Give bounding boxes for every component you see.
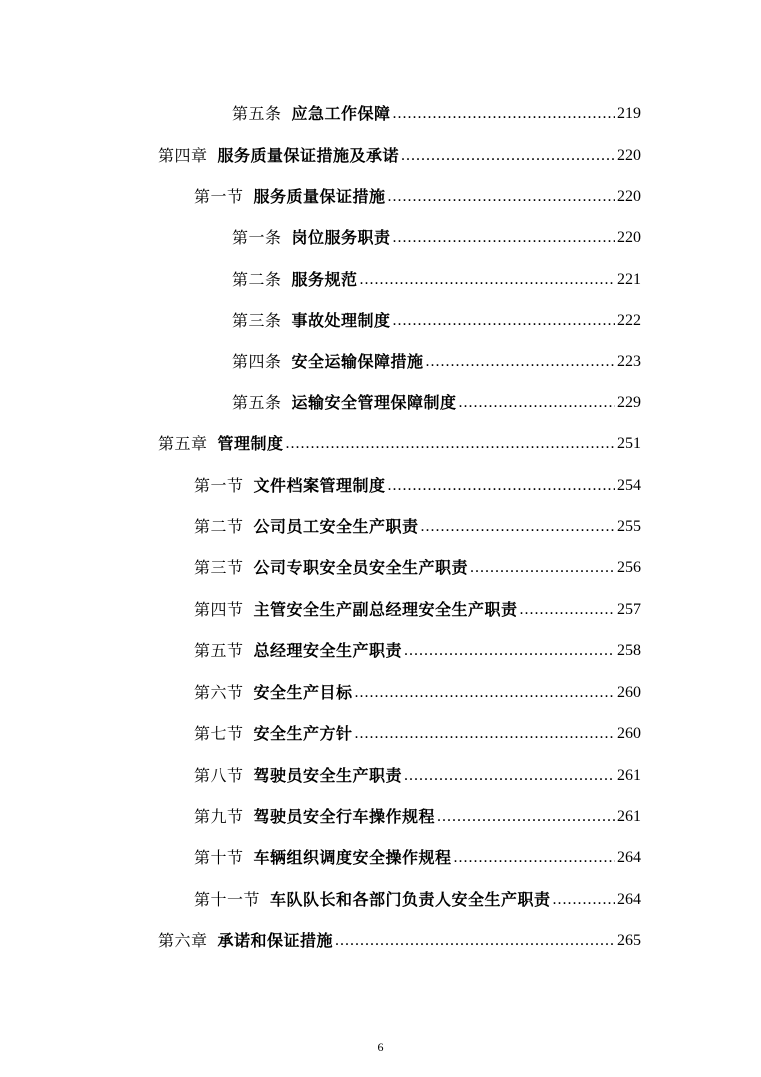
toc-entry-label: 第五节 (194, 641, 244, 660)
toc-dot-leader (421, 517, 615, 537)
toc-entry-page: 222 (617, 312, 641, 329)
toc-entry-label: 第一节 (194, 476, 244, 495)
toc-entry[interactable] (232, 385, 641, 413)
toc-entry[interactable] (194, 633, 641, 661)
toc-entry-page: 261 (617, 808, 641, 825)
toc-dot-leader (470, 558, 615, 578)
toc-entry-title: 文件档案管理制度 (253, 476, 386, 495)
toc-dot-leader (426, 352, 615, 372)
toc-entry[interactable] (232, 303, 641, 331)
toc-entry-label: 第二节 (194, 517, 244, 536)
toc-entry-title: 车辆组织调度安全操作规程 (253, 848, 452, 867)
toc-entry[interactable] (194, 592, 641, 620)
toc-entry-title: 服务规范 (291, 270, 358, 289)
toc-entry[interactable] (194, 799, 641, 827)
toc-entry[interactable] (194, 675, 641, 703)
toc-entry-label: 第十节 (194, 848, 244, 867)
toc-entry-title: 运输安全管理保障制度 (291, 393, 457, 412)
toc-entry[interactable] (232, 96, 641, 124)
toc-entry[interactable] (194, 509, 641, 537)
toc-entry-label: 第十一节 (194, 890, 261, 909)
toc-entry[interactable] (158, 426, 641, 454)
toc-dot-leader (459, 393, 615, 413)
toc-dot-leader (360, 270, 615, 290)
toc-dot-leader (335, 931, 615, 951)
toc-entry-label: 第五条 (232, 104, 282, 123)
toc-entry[interactable] (232, 262, 641, 290)
toc-entry[interactable] (158, 138, 641, 166)
toc-entry-title: 事故处理制度 (291, 311, 391, 330)
toc-entry-title: 驾驶员安全行车操作规程 (253, 807, 436, 826)
toc-entry-title: 服务质量保证措施 (253, 187, 386, 206)
toc-entry-page: 220 (617, 147, 641, 164)
toc-entry-label: 第四章 (158, 146, 208, 165)
toc-entry-page: 260 (617, 725, 641, 742)
toc-entry[interactable] (158, 923, 641, 951)
toc-entry-label: 第四条 (232, 352, 282, 371)
toc-entry-title: 公司员工安全生产职责 (253, 517, 419, 536)
toc-entry-title: 应急工作保障 (291, 104, 391, 123)
toc-entry-label: 第二条 (232, 270, 282, 289)
toc-entry-label: 第七节 (194, 724, 244, 743)
toc-entry-page: 254 (617, 477, 641, 494)
toc-entry-page: 258 (617, 642, 641, 659)
toc-dot-leader (393, 228, 615, 248)
toc-dot-leader (553, 890, 615, 910)
toc-dot-leader (286, 434, 615, 454)
toc-entry-page: 264 (617, 849, 641, 866)
toc-entry-title: 车队队长和各部门负责人安全生产职责 (270, 890, 551, 909)
toc-dot-leader (355, 683, 615, 703)
toc-entry-label: 第三节 (194, 558, 244, 577)
toc-entry-label: 第六章 (158, 931, 208, 950)
toc-entry-title: 总经理安全生产职责 (253, 641, 403, 660)
toc-entry[interactable] (194, 758, 641, 786)
toc-entry[interactable] (232, 344, 641, 372)
toc-entry-page: 220 (617, 188, 641, 205)
toc-entry[interactable] (232, 220, 641, 248)
toc-entry-title: 安全运输保障措施 (291, 352, 424, 371)
toc-entry-page: 223 (617, 353, 641, 370)
toc-dot-leader (401, 146, 615, 166)
toc-entry[interactable] (194, 550, 641, 578)
toc-entry[interactable] (194, 882, 641, 910)
toc-dot-leader (388, 187, 615, 207)
toc-entry[interactable] (194, 840, 641, 868)
toc-entry[interactable] (194, 468, 641, 496)
toc-entry-page: 221 (617, 271, 641, 288)
toc-entry-title: 安全生产目标 (253, 683, 353, 702)
toc-entry-title: 公司专职安全员安全生产职责 (253, 558, 469, 577)
toc-dot-leader (404, 641, 615, 661)
toc-entry-label: 第一节 (194, 187, 244, 206)
toc-entry-page: 260 (617, 684, 641, 701)
toc-dot-leader (393, 311, 615, 331)
toc-entry-label: 第五章 (158, 434, 208, 453)
toc-dot-leader (388, 476, 615, 496)
toc-entry-page: 229 (617, 394, 641, 411)
toc-entry-page: 220 (617, 229, 641, 246)
toc-entry-label: 第四节 (194, 600, 244, 619)
toc-entry-title: 管理制度 (217, 434, 284, 453)
toc-dot-leader (404, 766, 615, 786)
toc-entry[interactable] (194, 716, 641, 744)
toc-entry-page: 264 (617, 891, 641, 908)
toc-entry-label: 第八节 (194, 766, 244, 785)
toc-dot-leader (454, 848, 615, 868)
toc-entry-page: 257 (617, 601, 641, 618)
toc-entry-label: 第一条 (232, 228, 282, 247)
toc-entry-title: 服务质量保证措施及承诺 (217, 146, 400, 165)
toc-entry-title: 承诺和保证措施 (217, 931, 334, 950)
toc-dot-leader (520, 600, 615, 620)
page-number: 6 (377, 1040, 384, 1054)
toc-dot-leader (355, 724, 615, 744)
toc-entry[interactable] (194, 179, 641, 207)
toc-entry-page: 251 (617, 435, 641, 452)
toc-entry-label: 第六节 (194, 683, 244, 702)
toc-dot-leader (437, 807, 615, 827)
toc-entry-title: 岗位服务职责 (291, 228, 391, 247)
toc-entry-page: 261 (617, 767, 641, 784)
toc-entry-page: 265 (617, 932, 641, 949)
toc-entry-label: 第五条 (232, 393, 282, 412)
toc-entry-title: 主管安全生产副总经理安全生产职责 (253, 600, 518, 619)
toc-entry-page: 255 (617, 518, 641, 535)
toc-entry-label: 第九节 (194, 807, 244, 826)
toc-entry-title: 安全生产方针 (253, 724, 353, 743)
toc-entry-label: 第三条 (232, 311, 282, 330)
toc-entry-page: 256 (617, 559, 641, 576)
toc-entry-page: 219 (617, 105, 641, 122)
toc-entry-title: 驾驶员安全生产职责 (253, 766, 403, 785)
toc-dot-leader (393, 104, 615, 124)
